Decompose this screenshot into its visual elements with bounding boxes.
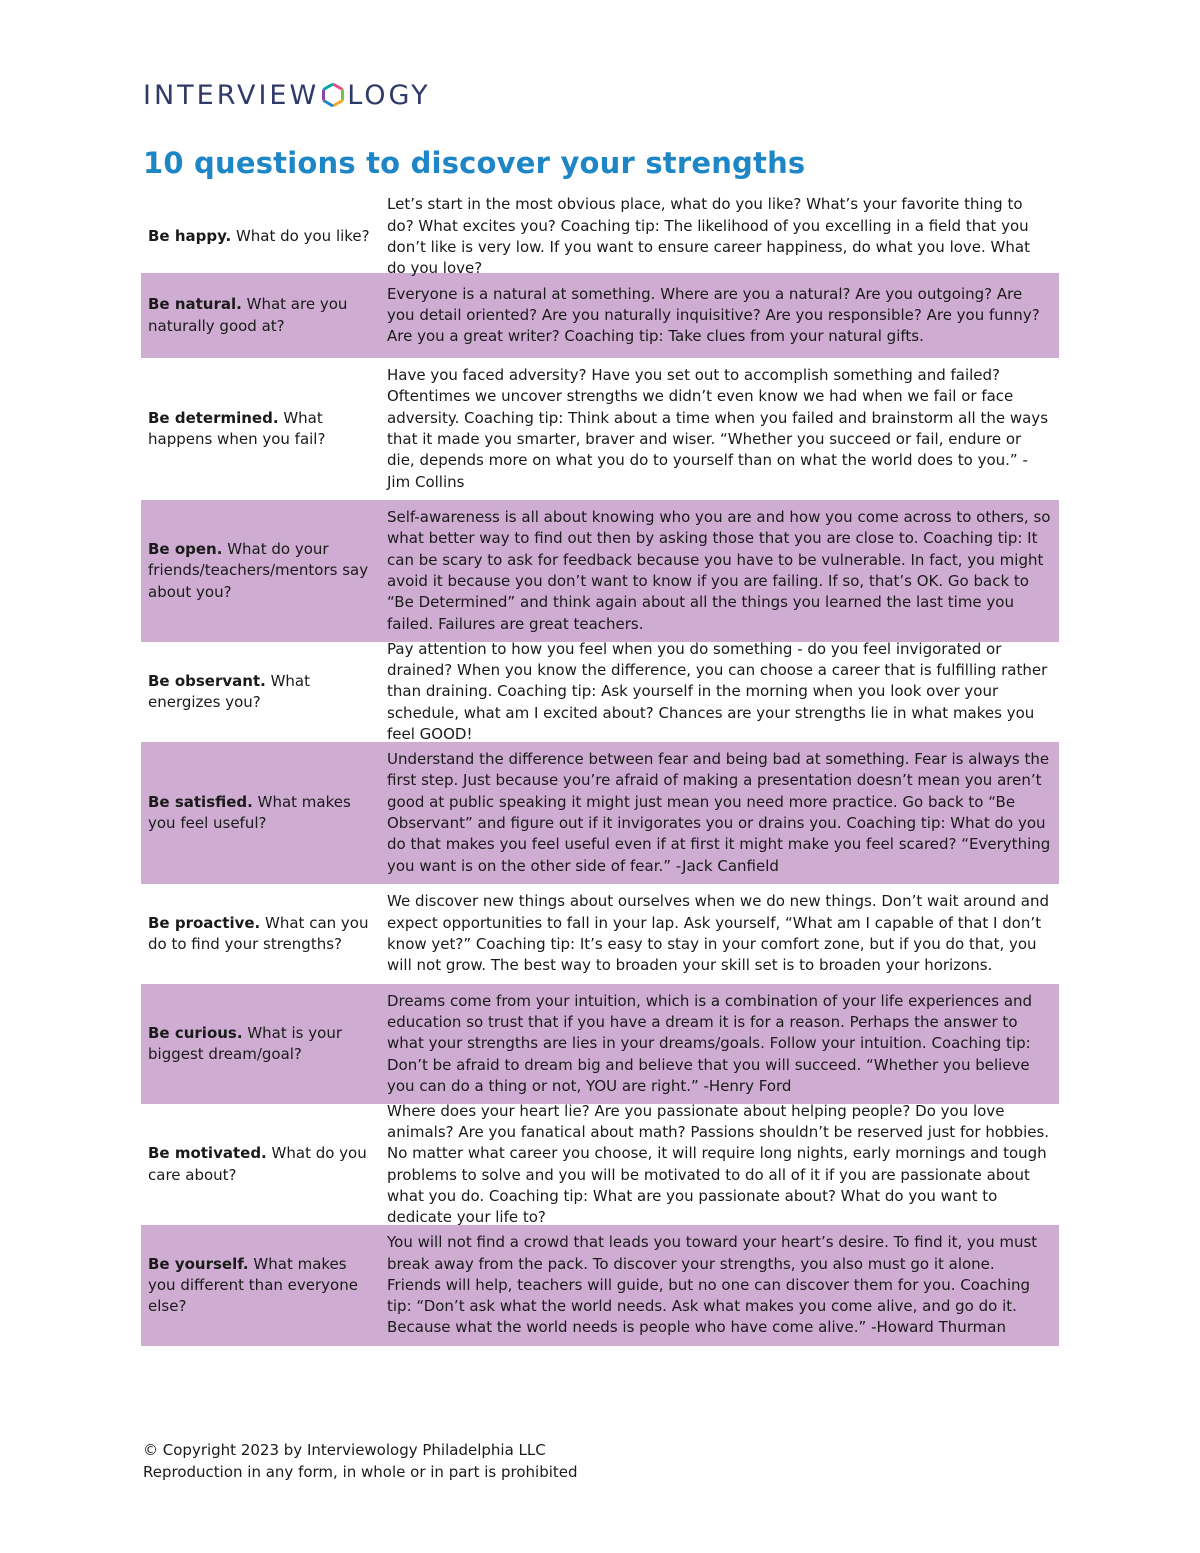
question-text: What do you care about?	[148, 1144, 367, 1184]
table-row	[141, 886, 1059, 984]
question-cell	[141, 294, 379, 337]
table-row	[141, 1225, 1059, 1348]
answer-cell: Pay attention to how you feel when you do something - do you feel invigorated or drained? When you know the difference, you can choose a career that is fulfilling rather than draining. Coaching tip: Ask yourself in the morning when you look over your schedule, what am I excited about? Chances are your strengths lie in what makes you feel GOOD!	[387, 639, 1048, 743]
table-row	[141, 500, 1059, 644]
question-bold: Be curious.	[148, 1023, 243, 1042]
question-cell	[141, 1023, 379, 1066]
question-cell	[141, 539, 379, 603]
question-bold: Be satisfied.	[148, 792, 253, 811]
question-bold: Be open.	[148, 540, 223, 559]
table-row	[141, 742, 1059, 886]
brand-logo	[143, 80, 431, 110]
answer-cell: We discover new things about ourselves when we do new things. Don’t wait around and expect opportunities to fall in your lap. Ask yourself, “What am I capable of that I don’t know yet?” Coaching tip: It’s easy to stay in your comfort zone, but if you do that, you will not grow. The best way to broaden your skill set is to broaden your horizons.	[387, 892, 1050, 975]
question-bold: Be motivated.	[148, 1144, 267, 1163]
answer-cell: Dreams come from your intuition, which is a combination of your life experiences and education so trust that if you have a dream it is for a reason. Perhaps the answer to what your strengths are lies in your dreams/goals. Follow your intuition. Coaching tip: Don’t be afraid to dream big and believe that you will succeed. “Whether you believe you can do a thing or not, YOU are right.” -Henry Ford	[387, 991, 1033, 1095]
table-row	[141, 195, 1059, 278]
logo-text-left: INTERVIEW	[143, 79, 320, 111]
question-text: What happens when you fail?	[148, 408, 326, 448]
table-row	[141, 273, 1059, 360]
question-text: What can you do to find your strengths?	[148, 913, 369, 953]
question-bold: Be natural.	[148, 295, 242, 314]
answer-cell: Understand the difference between fear and being bad at something. Fear is always the first step. Just because you’re afraid of making a presentation doesn’t mean you aren’t good at public speaking it might just mean you need more practice. Go back to “Be Observant” and figure out if it invigorates you or drains you. Coaching tip: What do you do that makes you feel useful even if at first it might make you feel scared? “Everything you want is on the other side of fear.” -Jack Canfield	[387, 750, 1051, 875]
answer-cell: Have you faced adversity? Have you set out to accomplish something and failed? Oftentimes we uncover strengths we didn’t even know we had when we fail or face adversity. Coaching tip: Think about a time when you failed and brainstorm all the ways that it made you smarter, braver and wiser. “Whether you succeed or fail, endure or die, depends more on what you do to yourself than on what the world does to you.” -Jim Collins	[387, 366, 1049, 491]
question-text: What makes you feel useful?	[148, 792, 351, 832]
question-bold: Be happy.	[148, 227, 232, 246]
question-cell	[141, 913, 379, 956]
question-bold: Be proactive.	[148, 913, 261, 932]
question-text: What do you like?	[231, 227, 370, 246]
question-cell	[141, 671, 379, 714]
table-row	[141, 984, 1059, 1106]
answer-cell: You will not find a crowd that leads you toward your heart’s desire. To find it, you must break away from the pack. To discover your strengths, you also must go it alone. Friends will help, teachers will guide, but no one can discover them for you. Coaching tip: “Don’t ask what the world needs. Ask what makes you come alive, and go do it. Because what the world needs is people who have come alive.” -Howard Thurman	[387, 1233, 1038, 1337]
page-footer	[143, 1439, 578, 1483]
question-text: What energizes you?	[148, 671, 311, 711]
question-cell	[141, 792, 379, 835]
answer-cell: Where does your heart lie? Are you passionate about helping people? Do you love animals? Are you fanatical about math? Passions shouldn’t be reserved just for hobbies. No matter what career you choose, it will require long nights, early mornings and tough problems to solve and you will be motivated to do all of it if you are passionate about what you do. Coaching tip: What are you passionate about? What do you want to dedicate your life to?	[387, 1101, 1050, 1227]
question-bold: Be determined.	[148, 408, 279, 427]
logo-text-right: LOGY	[347, 79, 431, 111]
reproduction-notice: Reproduction in any form, in whole or in part is prohibited	[143, 1463, 578, 1481]
table-row	[141, 639, 1059, 743]
page-title: 10 questions to discover your strengths	[143, 146, 806, 180]
question-cell	[141, 226, 379, 247]
hexagon-ring-icon	[320, 82, 346, 108]
question-cell	[141, 1143, 379, 1186]
question-cell	[141, 1254, 379, 1318]
table-row	[141, 1101, 1059, 1227]
question-text: What do your friends/teachers/mentors say about you?	[148, 540, 369, 601]
question-text: What is your biggest dream/goal?	[148, 1023, 342, 1063]
question-bold: Be yourself.	[148, 1254, 249, 1273]
question-cell	[141, 408, 379, 451]
table-row	[141, 360, 1059, 500]
copyright-text: © Copyright 2023 by Interviewology Philadelphia LLC	[143, 1441, 546, 1459]
question-bold: Be observant.	[148, 671, 266, 690]
answer-cell: Everyone is a natural at something. Where are you a natural? Are you outgoing? Are you detail oriented? Are you naturally inquisitive? Are you responsible? Are you funny? Are you a great writer? Coaching tip: Take clues from your natural gifts.	[387, 284, 1040, 346]
strengths-table	[141, 195, 1059, 1348]
answer-cell: Let’s start in the most obvious place, what do you like? What’s your favorite thing to do? What excites you? Coaching tip: The likelihood of you excelling in a field that you don’t like is very low. If you want to ensure career happiness, do what you love. What do you love?	[387, 195, 1030, 278]
answer-cell: Self-awareness is all about knowing who you are and how you come across to others, so what better way to find out then by asking those that you are close to. Coaching tip: It can be scary to ask for feedback because you have to be vulnerable. In fact, you might avoid it because you don’t want to know if you are failing. If so, that’s OK. Go back to “Be Determined” and think again about all the things you learned the last time you failed. Failures are great teachers.	[387, 508, 1051, 633]
question-text: What makes you different than everyone else?	[148, 1254, 358, 1316]
question-text: What are you naturally good at?	[148, 295, 348, 335]
